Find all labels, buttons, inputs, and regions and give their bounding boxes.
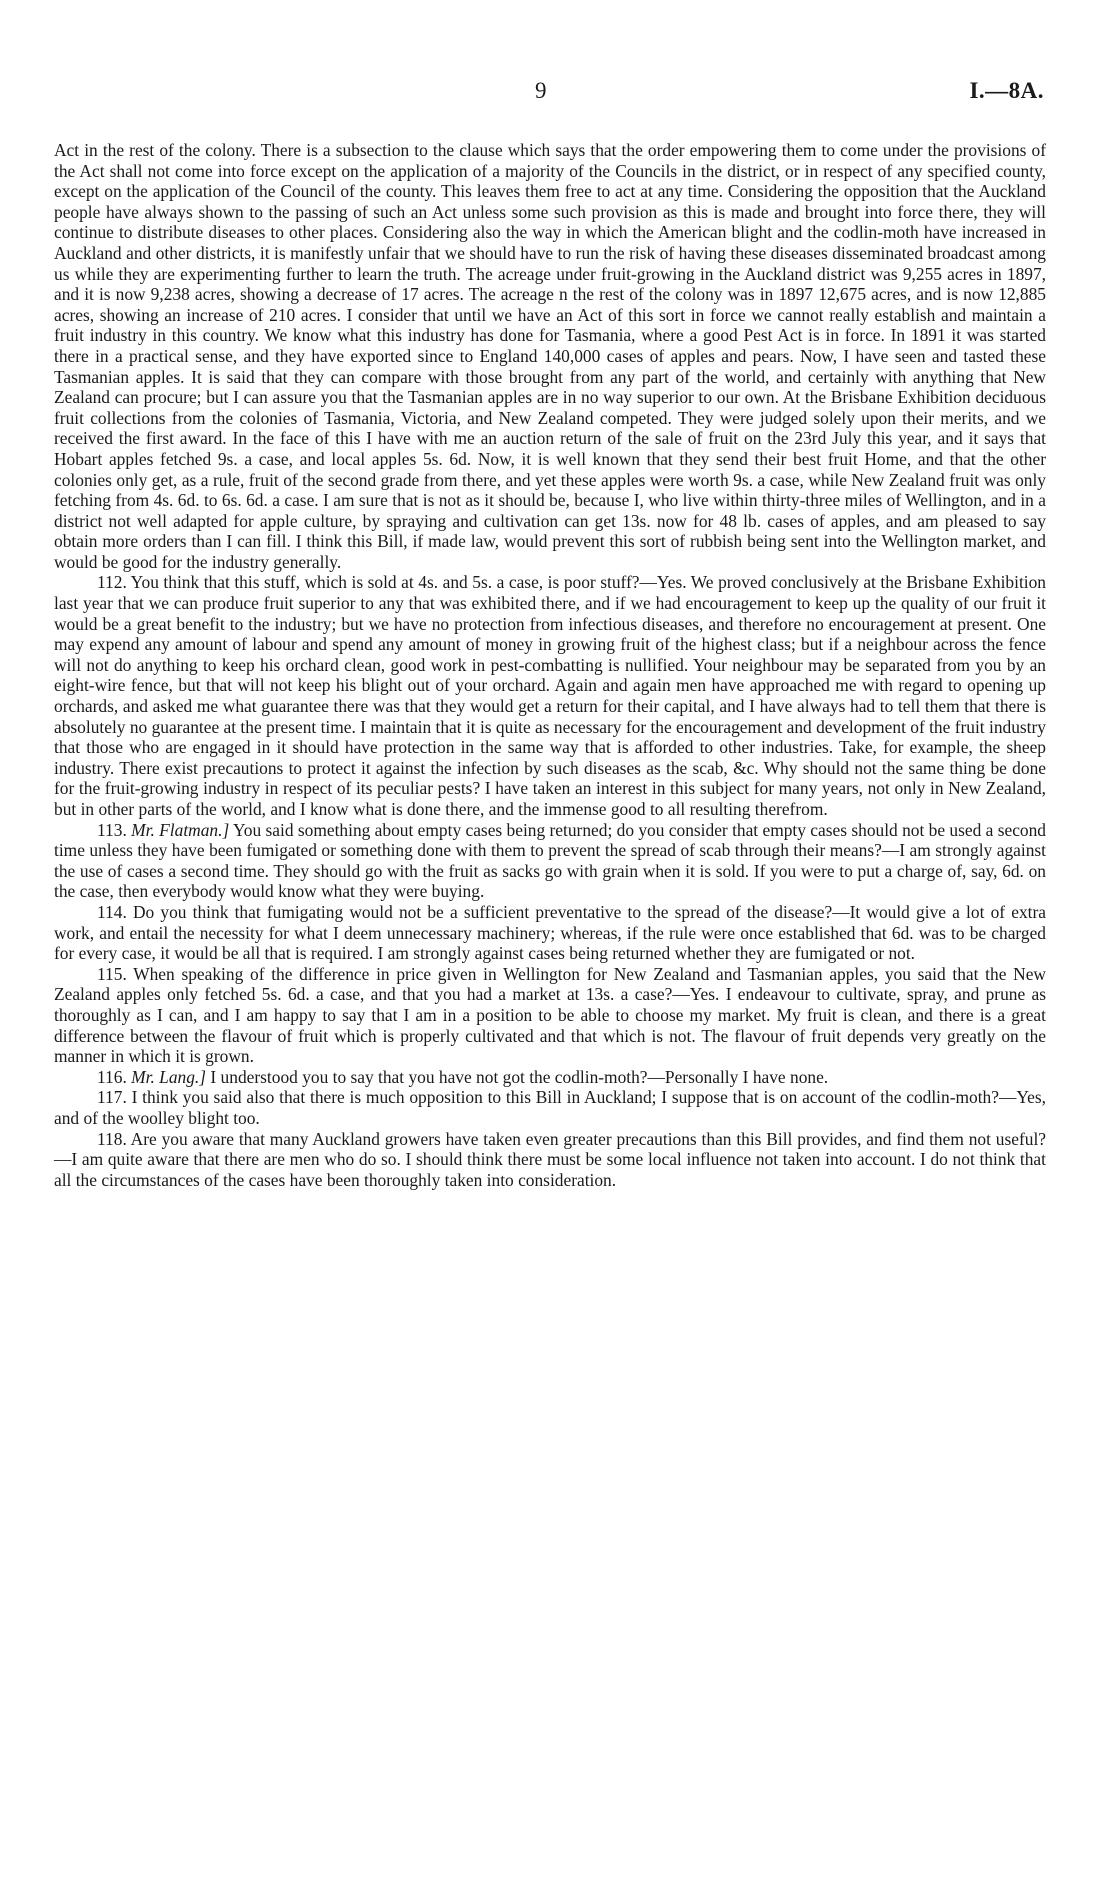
question-112 (54, 572, 1046, 819)
paragraph-text: 114. Do you think that fumigating would not be a sufficient preventative to the spread of the disease?—It would give a lot of extra work, and entail the necessity for what I deem unnecessary machinery; whereas, if the rule were once established that 6d. was to be charged for every case, it would be all that is required. I am strongly against cases being returned whether they are fumigated or not. (54, 901, 1046, 964)
paragraph-continuation (54, 140, 1046, 572)
paragraph-text: 117. I think you said also that there is much opposition to this Bill in Auckland; I suppose that is on account of the codlin-moth?—Yes, and of the woolley blight too. (54, 1087, 1046, 1128)
speaker-name: Mr. Lang.] (131, 1066, 207, 1087)
paragraph-text: I understood you to say that you have not got the codlin-moth?—Personally I have none. (210, 1066, 829, 1087)
question-116 (54, 1067, 1046, 1088)
question-114 (54, 902, 1046, 964)
paragraph-text: You said something about empty cases being returned; do you consider that empty cases should not be used a second time unless they have been fumigated or something done with them to prevent the spread of scab through their means?—I am strongly against the use of cases a second time. They should go with the fruit as sacks go with grain when it is sold. If you were to put a charge of, say, 6d. on the case, then everybody would know what they were buying. (54, 819, 1046, 902)
page-header (0, 78, 1114, 114)
paragraph-text: 118. Are you aware that many Auckland growers have taken even greater precautions than this Bill provides, and find them not useful?—I am quite aware that there are men who do so. I should think there must be some local influence not taken into account. I do not think that all the circumstances of the cases have been thoroughly taken into consideration. (54, 1128, 1046, 1190)
paragraph-text: 115. When speaking of the difference in price given in Wellington for New Zealand and Tasmanian apples, you said that the New Zealand apples only fetched 5s. 6d. a case, and that you had a market at 13s. a case?—Yes. I endeavour to cultivate, spray, and prune as thoroughly as I can, and I am happy to say that I am in a position to be able to choose my market. My fruit is clean, and there is a great difference between the flavour of fruit which is properly cultivated and that which is not. The flavour of fruit depends very greatly on the manner in which it is grown. (54, 963, 1046, 1067)
document-reference: I.—8A. (969, 78, 1044, 103)
page-number: 9 (535, 78, 547, 103)
question-117 (54, 1087, 1046, 1128)
paragraph-text: Act in the rest of the colony. There is a subsection to the clause which says that the order empowering them to come under the provisions of the Act shall not come into force except on the application of a majority of the Councils in the district, or in respect of any specified county, except on the application of the Council of the county. This leaves them free to act at any time. Considering the opposition that the Auckland people have always shown to the passing of such an Act unless some such provision as this is made and brought into force there, they will continue to distribute diseases to other places. Considering also the way in which the American blight and the codlin-moth have increased in Auckland and other districts, it is manifestly unfair that we should have to run the risk of having these diseases disseminated broadcast among us while they are experimenting further to learn the truth. The acreage under fruit-growing in the Auckland district was 9,255 acres in 1897, and it is now 9,238 acres, showing a decrease of 17 acres. The acreage n the rest of the colony was in 1897 12,675 acres, and is now 12,885 acres, showing an increase of 210 acres. I consider that until we have an Act of this sort in force we cannot really establish and maintain a fruit industry in this country. We know what this industry has done for Tasmania, where a good Pest Act is in force. In 1891 it was started there in a practical sense, and they have exported since to England 140,000 cases of apples and pears. Now, I have seen and tasted these Tasmanian apples. It is said that they can compare with those brought from any part of the world, and certainly with anything that New Zealand can procure; but I can assure you that the Tasmanian apples are in no way superior to our own. At the Brisbane Exhibition deciduous fruit collections from the colonies of Tasmania, Victoria, and New Zealand competed. They were judged solely upon their merits, and we received the first award. In the face of this I have with me an auction return of the sale of fruit on the 23rd July this year, and it says that Hobart apples fetched 9s. a case, and local apples 5s. 6d. Now, it is well known that they send their best fruit Home, and that the other colonies only get, as a rule, fruit of the second grade from there, and yet these apples were worth 9s. a case, while New Zealand fruit was only fetching from 4s. 6d. to 6s. 6d. a case. I am sure that is not as it should be, because I, who live within thirty-three miles of Wellington, and in a district not well adapted for apple culture, by spraying and cultivation can get 13s. now for 48 lb. cases of apples, and am pleased to say obtain more orders than I can fill. I think this Bill, if made law, would prevent this sort of rubbish being sent into the Wellington market, and would be good for the industry generally. (54, 140, 1046, 572)
body-text (54, 140, 1046, 1190)
question-number: 113. (97, 819, 127, 840)
paragraph-text: 112. You think that this stuff, which is sold at 4s. and 5s. a case, is poor stuff?—Yes. We proved conclusively at the Brisbane Exhibition last year that we can produce fruit superior to any that was exhibited there, and if we had encouragement to keep up the quality of our fruit it would be a great benefit to the industry; but we have no protection from infectious diseases, and therefore no encouragement at present. One may expend any amount of labour and spend any amount of money in growing fruit of the highest class; but if a neighbour across the fence will not do anything to keep his orchard clean, good work in pest-combatting is nullified. Your neighbour may be separated from you by an eight-wire fence, but that will not keep his blight out of your orchard. Again and again men have approached me with regard to opening up orchards, and asked me what guarantee there was that they would get a return for their capital, and I have always had to tell them that there is absolutely no guarantee at the present time. I maintain that it is quite as necessary for the encouragement and development of the fruit industry that those who are engaged in it should have protection in the same way that is afforded to other industries. Take, for example, the sheep industry. There exist precautions to protect it against the infection by such diseases as the scab, &c. Why should not the same thing be done for the fruit-growing industry in respect of its peculiar pests? I have taken an interest in this subject for many years, not only in New Zealand, but in other parts of the world, and I know what is done there, and the immense good to all resulting therefrom. (54, 572, 1046, 819)
question-number: 116. (97, 1066, 127, 1087)
question-115 (54, 964, 1046, 1067)
question-113 (54, 820, 1046, 902)
speaker-name: Mr. Flatman.] (131, 819, 230, 840)
question-118 (54, 1129, 1046, 1191)
